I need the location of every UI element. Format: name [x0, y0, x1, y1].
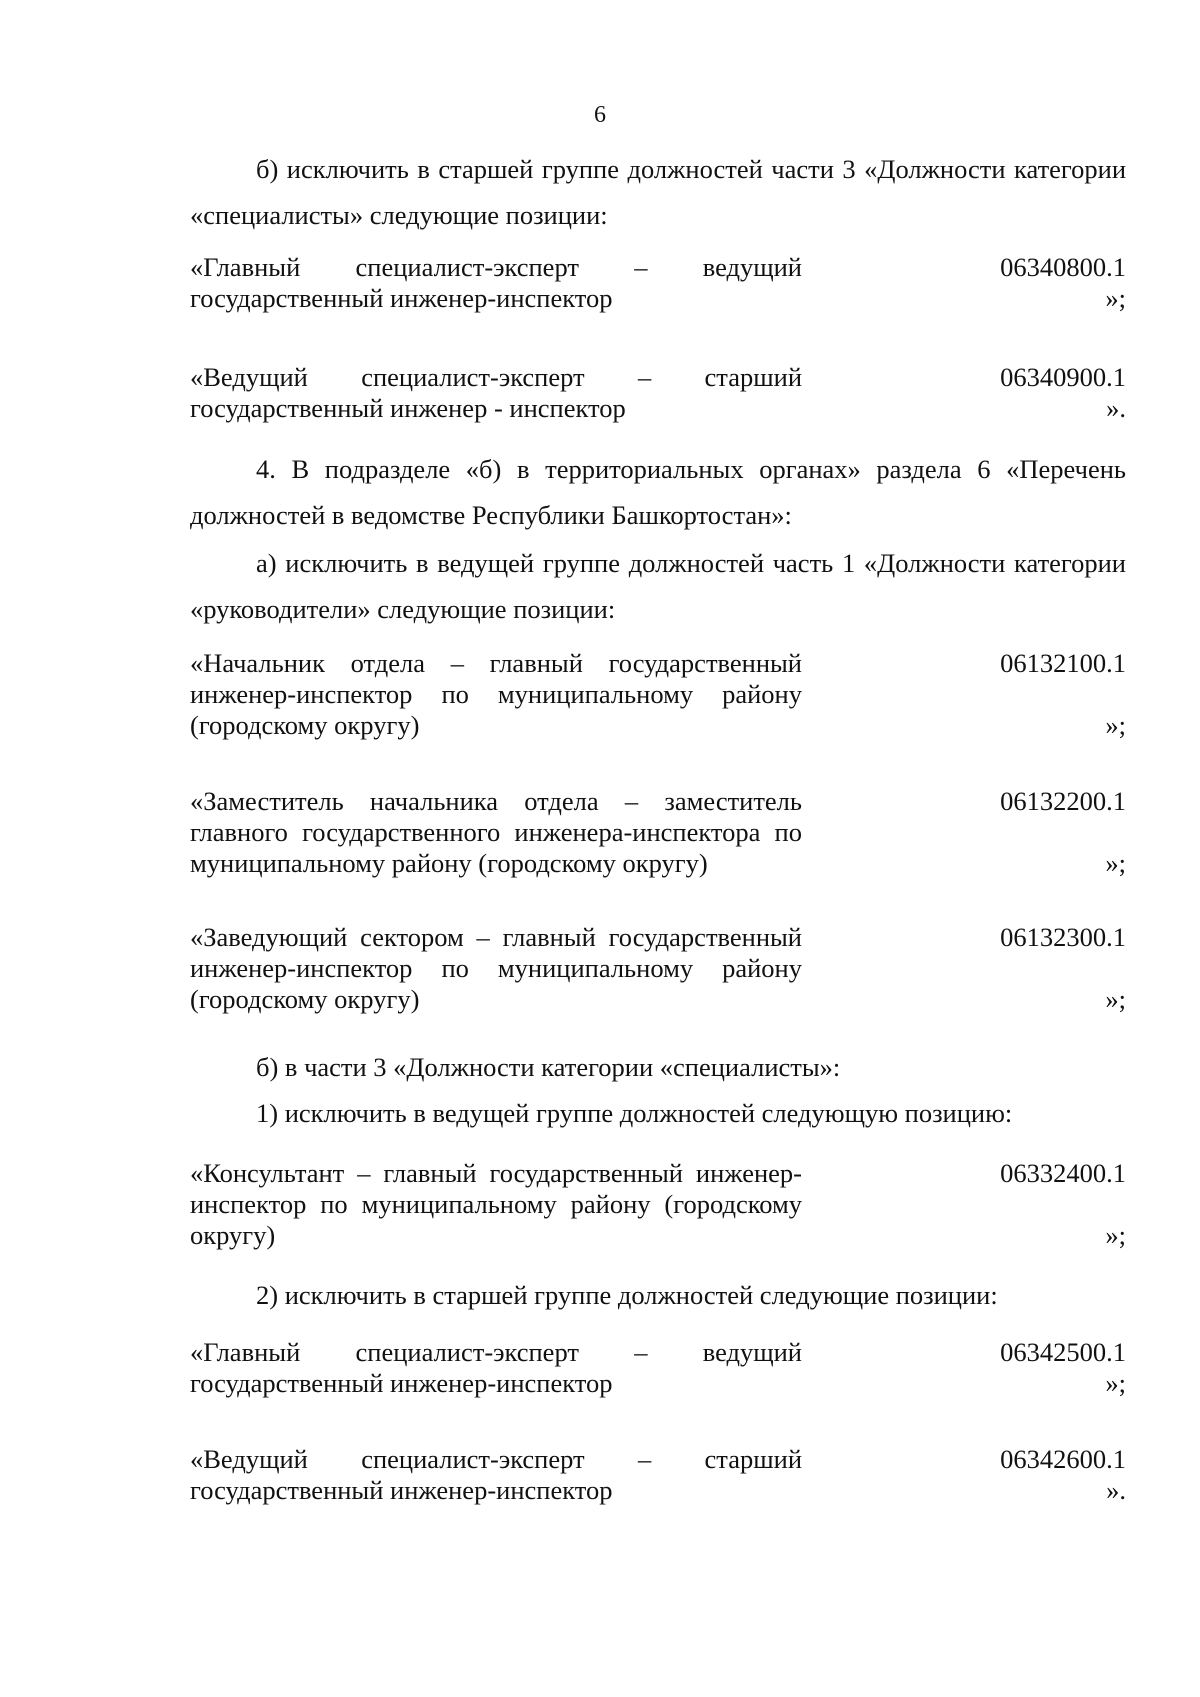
- quote-end: »;: [1105, 1220, 1126, 1250]
- position-code: 06132300.1: [1000, 922, 1126, 952]
- position-code: 06132100.1: [1000, 648, 1126, 678]
- position-code: 06342500.1: [1000, 1337, 1126, 1367]
- paragraph-section-4: 4. В подразделе «б) в территориальных органах» раздела 6 «Перечень должностей в ведомстве Республики Башкортостан»:: [190, 454, 1126, 530]
- position-name: «Консультант – главный государственный инженер-инспектор по муниципальному району (городскому округу): [190, 1158, 802, 1250]
- quote-end: »;: [1105, 283, 1126, 313]
- quote-end: ».: [1106, 1475, 1126, 1505]
- quote-end: ».: [1106, 393, 1126, 423]
- quote-end: »;: [1105, 1368, 1126, 1398]
- position-name: «Заведующий сектором – главный государственный инженер-инспектор по муниципальному району (городскому округу): [190, 922, 802, 1014]
- position-name: «Главный специалист-эксперт – ведущий государственный инженер-инспектор: [190, 252, 802, 313]
- position-code: 06342600.1: [1000, 1444, 1126, 1474]
- paragraph-item-2: 2) исключить в старшей группе должностей следующие позиции:: [256, 1280, 998, 1310]
- position-name: «Ведущий специалист-эксперт – старший государственный инженер-инспектор: [190, 1444, 802, 1505]
- paragraph-b-part3: б) в части 3 «Должности категории «специалисты»:: [256, 1052, 841, 1082]
- paragraph-b-exclude: б) исключить в старшей группе должностей части 3 «Должности категории «специалисты» следующие позиции:: [190, 154, 1126, 230]
- position-code: 06340900.1: [1000, 362, 1126, 392]
- quote-end: »;: [1105, 984, 1126, 1014]
- quote-end: »;: [1105, 848, 1126, 878]
- paragraph-item-1: 1) исключить в ведущей группе должностей следующую позицию:: [256, 1098, 1013, 1128]
- position-name: «Заместитель начальника отдела – заместитель главного государственного инженера-инспектора по муниципальному району (городскому округу): [190, 786, 802, 878]
- page-number: 6: [594, 102, 606, 128]
- paragraph-a-exclude: а) исключить в ведущей группе должностей часть 1 «Должности категории «руководители» следующие позиции:: [190, 548, 1126, 624]
- position-name: «Главный специалист-эксперт – ведущий государственный инженер-инспектор: [190, 1337, 802, 1398]
- position-name: «Ведущий специалист-эксперт – старший государственный инженер - инспектор: [190, 362, 802, 423]
- position-code: 06132200.1: [1000, 786, 1126, 816]
- position-name: «Начальник отдела – главный государственный инженер-инспектор по муниципальному району (городскому округу): [190, 648, 802, 740]
- position-code: 06340800.1: [1000, 252, 1126, 282]
- quote-end: »;: [1105, 710, 1126, 740]
- position-code: 06332400.1: [1000, 1158, 1126, 1188]
